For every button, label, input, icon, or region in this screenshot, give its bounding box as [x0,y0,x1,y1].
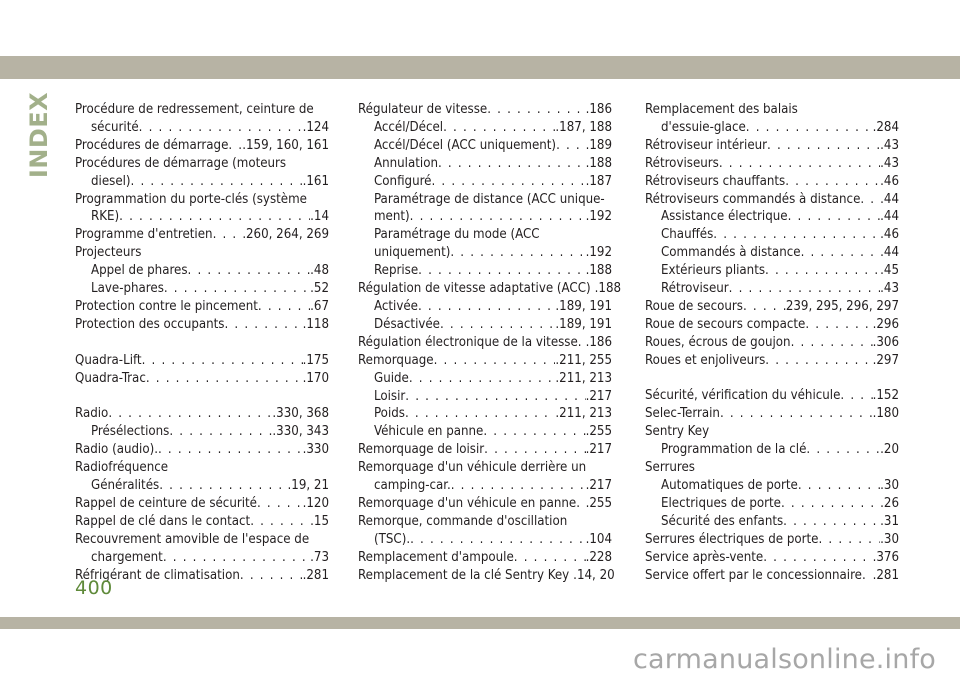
index-entry [75,352,329,370]
entry-term: RKE) [91,209,120,225]
entry-term: Roues et enjoliveurs [645,352,766,368]
index-entry [358,334,612,352]
entry-term: Rétroviseurs chauffants [645,173,786,189]
entry-term: Rétroviseur [661,281,729,297]
entry-pages: .43 [880,155,899,171]
entry-pages: .44 [880,245,899,261]
index-entry [75,441,329,459]
entry-pages: .186 [585,334,612,350]
entry-pages: .330, 368 [272,406,329,422]
entry-term: Commandés à distance [661,245,801,261]
entry-term: Annulation [374,155,438,171]
entry-pages: .306 [872,334,899,350]
index-entry [645,387,899,405]
entry-pages: .228 [585,549,612,565]
entry-term: Roue de secours compacte [645,316,806,332]
entry-pages: .161 [302,173,329,189]
entry-term: Loisir [374,388,406,404]
index-entry [358,208,612,226]
entry-term: Chauffés [661,227,714,243]
entry-term: Lave-phares [91,281,164,297]
index-entry [358,173,612,191]
entry-pages: .44 [880,209,899,225]
index-entry [645,191,899,209]
index-entry [75,513,329,531]
index-entry [358,531,612,549]
entry-term: Accél/Décel [374,119,444,135]
entry-term: uniquement) [374,245,451,261]
entry-term: Quadra-Trac [75,370,146,386]
entry-term: Réfrigérant de climatisation [75,567,240,583]
entry-term: Accél/Décel (ACC uniquement) [374,137,557,153]
entry-pages: .188 [585,155,612,171]
entry-term: Rétroviseurs commandés à distance [645,191,861,207]
index-entry [645,513,899,531]
entry-pages: .188 [585,263,612,279]
index-entry [645,208,899,226]
entry-pages: .152 [872,388,899,404]
entry-pages: .281 [302,567,329,583]
entry-term: Serrures électriques de porte [645,531,819,547]
header-band [0,56,960,79]
index-entry [358,155,612,173]
index-entry [75,477,329,495]
entry-term: Programme d'entretien [75,227,213,243]
entry-pages: .31 [880,513,899,529]
entry-term: Electriques de porte [661,495,781,511]
entry-term: Automatiques de porte [661,478,798,494]
index-entry [75,226,329,244]
index-entry [75,119,329,137]
entry-pages: .15 [310,513,329,529]
entry-pages: .14 [310,209,329,225]
page-number: 400 [75,577,113,599]
index-entry-heading: Remorquage d'un véhicule derrière un [358,460,587,476]
index-entry [645,244,899,262]
index-entry [75,370,329,388]
entry-pages: 239, 295, 296, 297 [785,298,899,314]
entry-term: Radio [75,406,109,422]
index-entry [645,405,899,423]
entry-term: d'essuie-glace [661,119,746,135]
entry-term: Rétroviseurs [645,155,719,171]
entry-term: chargement [91,549,163,565]
entry-term: Assistance électrique [661,209,788,225]
entry-pages: .217 [585,388,612,404]
index-entry-heading: Paramétrage de distance (ACC unique- [374,191,605,207]
index-entry [75,280,329,298]
entry-term: Sécurité, vérification du véhicule [645,388,841,404]
entry-pages: .189 [585,137,612,153]
entry-pages: .73 [310,549,329,565]
index-entry [75,316,329,334]
entry-pages: .330, 343 [272,424,329,440]
index-entry [75,137,329,155]
entry-term: Guide [374,370,409,386]
index-entry-heading: Remorque, commande d'oscillation [358,513,568,529]
index-side-tab [25,91,53,179]
entry-pages: .118 [302,316,329,332]
index-entry [358,477,612,495]
entry-pages: .284 [872,119,899,135]
entry-pages: .45 [880,263,899,279]
entry-pages: .120 [302,495,329,511]
entry-term: Remorquage [358,352,434,368]
index-entry [645,155,899,173]
entry-pages: .188 [594,281,622,297]
entry-term: Appel de phares [91,263,188,279]
entry-term: Remorquage de loisir [358,442,485,458]
index-entry [645,352,899,370]
entry-term: diesel) [91,173,131,189]
entry-pages: .187 [585,173,612,189]
entry-pages: .297 [872,352,899,368]
index-column-3 [645,101,899,584]
entry-pages: .217 [585,442,612,458]
entry-term: Selec-Terrain [645,406,720,422]
entry-pages: .46 [880,173,899,189]
index-entry [358,370,612,388]
entry-term: Roues, écrous de goujon [645,334,791,350]
entry-pages: .52 [310,281,329,297]
index-entry [645,316,899,334]
entry-term: sécurité [91,119,139,135]
entry-term: Véhicule en panne [374,424,484,440]
index-entry-heading: Remplacement des balais [645,102,798,117]
entry-term: Procédures de démarrage [75,137,229,153]
entry-pages: .159, 160, 161 [242,137,329,153]
entry-term: Roue de secours [645,298,743,314]
entry-term: Généralités [91,478,160,493]
entry-pages: .44 [880,191,899,207]
entry-pages: .19, 21 [287,478,329,493]
entry-term: Régulateur de vitesse [358,102,488,117]
index-entry [75,405,329,423]
index-entry [645,280,899,298]
index-entry [75,298,329,316]
index-column-1 [75,101,329,584]
entry-pages: .330 [302,442,329,458]
entry-term: Extérieurs pliants [661,263,766,279]
index-entry [358,567,615,585]
entry-term: Service après-vente [645,549,764,565]
entry-term: Régulation de vitesse adaptative (ACC) [358,281,591,297]
index-entry [358,137,612,155]
watermark: carmanualsonline.info [633,644,936,675]
index-column-2 [358,101,622,584]
entry-term: Remplacement de la clé Sentry Key [358,567,570,583]
entry-pages: .211, 213 [555,370,612,386]
index-entry [358,423,612,441]
entry-pages: .211, 213 [555,406,612,422]
index-entry [358,119,612,137]
entry-pages: .30 [880,531,899,547]
index-entry-heading: Radiofréquence [75,460,169,476]
entry-pages: .211, 255 [555,352,612,368]
index-entry-heading: Procédures de démarrage (moteurs [75,155,287,171]
entry-term: Poids [374,406,405,422]
entry-pages: .20 [880,442,899,458]
index-entry [358,298,612,316]
entry-term: Sécurité des enfants [661,513,784,529]
entry-term: Présélections [91,424,170,440]
entry-term: Service offert par le concessionnaire [645,567,862,583]
index-entry-heading: Paramétrage du mode (ACC [374,227,540,243]
entry-term: Remplacement d'ampoule [358,549,514,565]
index-entry [645,567,899,585]
entry-pages: .30 [880,478,899,494]
index-entry [645,119,899,137]
index-entry [75,262,329,280]
index-entry-heading: Procédure de redressement, ceinture de [75,102,314,117]
entry-term: Protection contre le pincement [75,298,258,314]
index-entry [358,101,612,119]
index-entry [358,280,622,298]
index-entry [75,173,329,191]
entry-pages: .43 [880,281,899,297]
entry-term: Protection des occupants [75,316,225,332]
entry-pages: .175 [302,352,329,368]
index-entry [75,567,329,585]
index-entry [358,549,612,567]
index-entry [645,334,899,352]
index-entry [75,495,329,513]
entry-term: Rappel de clé dans le contact [75,513,251,529]
entry-pages: .180 [872,406,899,422]
index-entry-heading: Sentry Key [645,424,710,440]
entry-pages: .48 [310,263,329,279]
entry-pages: .43 [880,137,899,153]
index-entry [358,405,612,423]
entry-term: Configuré [374,173,432,189]
index-entry [358,262,612,280]
header-band-area [0,0,960,79]
entry-pages: 260, 264, 269 [246,227,329,243]
index-entry [645,531,899,549]
entry-pages: .14, 20 [573,567,615,583]
entry-pages: .192 [585,245,612,261]
entry-term: Régulation électronique de la vitesse [358,334,578,350]
index-entry-heading: Recouvrement amovible de l'espace de [75,531,310,547]
index-entry-heading: Projecteurs [75,245,142,261]
entry-term: Rappel de ceinture de sécurité [75,495,257,511]
index-entry [645,262,899,280]
entry-pages: .26 [880,495,899,511]
entry-term: Radio (audio). [75,442,158,458]
entry-pages: .255 [585,424,612,440]
index-entry [358,352,612,370]
entry-term: ment) [374,209,410,225]
entry-term: Programmation de la clé [661,442,807,458]
entry-term: (TSC). [374,531,411,547]
index-entry [75,549,329,567]
index-entry [358,495,612,513]
entry-pages: .255 [585,495,612,511]
index-entry [645,477,899,495]
entry-term: Désactivée [374,316,440,332]
footer-band [0,617,960,629]
entry-pages: .189, 191 [555,298,612,314]
index-entry [358,441,612,459]
entry-pages: .186 [585,102,612,117]
index-entry [75,208,329,226]
index-entry [358,316,612,334]
index-side-tab-label: INDEX [25,91,53,179]
index-entry-heading: Programmation du porte-clés (système [75,191,307,207]
entry-pages: .376 [872,549,899,565]
entry-term: camping-car. [374,478,451,494]
entry-term: Rétroviseur intérieur [645,137,768,153]
index-entry [358,244,612,262]
entry-pages: .281 [872,567,899,583]
index-entry [645,226,899,244]
index-entry [645,441,899,459]
index-entry [645,495,899,513]
entry-pages: .104 [585,531,612,547]
index-entry [75,423,329,441]
index-entry [358,388,612,406]
entry-term: Quadra-Lift [75,352,142,368]
entry-term: Activée [374,298,418,314]
entry-pages: .170 [302,370,329,386]
entry-pages: .192 [585,209,612,225]
index-entry [645,549,899,567]
entry-pages: .189, 191 [555,316,612,332]
entry-pages: .296 [872,316,899,332]
index-entry [645,173,899,191]
entry-term: Remorquage d'un véhicule en panne [358,495,577,511]
entry-pages: .46 [880,227,899,243]
index-entry [645,137,899,155]
entry-pages: .217 [585,478,612,494]
entry-pages: .124 [302,119,329,135]
index-entry-heading: Serrures [645,460,695,476]
entry-term: Reprise [374,263,419,279]
entry-pages: .67 [310,298,329,314]
index-entry [645,298,899,316]
entry-pages: .187, 188 [555,119,612,135]
